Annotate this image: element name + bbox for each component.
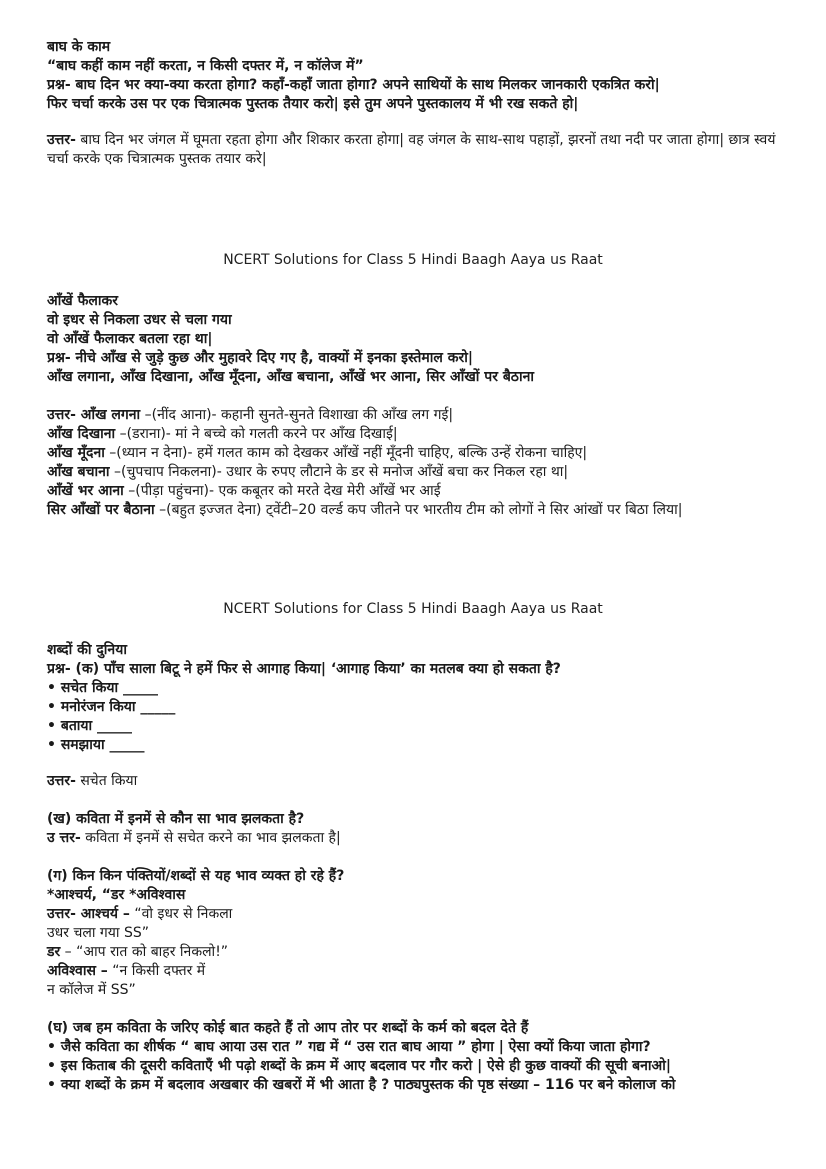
answer-line [47, 772, 782, 791]
poem-quote: “बाघ कहीं काम नहीं करता, न किसी दफ्तर में, न कॉलेज में” [47, 58, 364, 74]
idiom-usage: –(नींद आना)- कहानी सुनते-सुनते विशाखा की आँख लग गई| [140, 407, 454, 423]
bullet-item: • जैसे कविता का शीर्षक “ बाघ आया उस रात ” गद्य में “ उस रात बाघ आया ” होगा | ऐसा क्यों किया जाता होगा? [47, 1039, 651, 1055]
idiom-label: आँखें भर आना [47, 483, 124, 499]
question-line: फिर चर्चा करके उस पर एक चित्रात्मक पुस्तक तैयार करो| इसे तुम अपने पुस्तकालय में भी रख सकते हो| [47, 96, 579, 112]
section-eyes-widened [47, 292, 782, 520]
answer-continuation: उधर चला गया SS” [47, 925, 150, 941]
answer-line [47, 501, 782, 520]
idiom-usage: –(चुपचाप निकलना)- उधार के रुपए लौटाने के डर से मनोज आँखें बचा कर निकल रहा था| [109, 464, 569, 480]
option-item: • सचेत किया _____ [47, 680, 159, 696]
idiom-usage: –(बहुत इज्जत देना) ट्वेंटी–20 वर्ल्ड कप जीतने पर भारतीय टीम को लोगों ने सिर आंखों पर बिठा लिया| [154, 502, 683, 518]
page-footer: NCERT Solutions for Class 5 Hindi Baagh Aaya us Raat [223, 601, 603, 617]
idiom-label: उत्तर- आँख लगना [47, 407, 141, 423]
answer-continuation: न कॉलेज में SS” [47, 982, 136, 998]
answer-line [47, 425, 782, 444]
option-list: *आश्चर्य, “डर *अविश्वास [47, 887, 186, 903]
answer-label: उत्तर- [47, 773, 76, 789]
idiom-usage: –(ध्यान न देना)- हमें गलत काम को देखकर आँखें नहीं मूँदनी चाहिए, बल्कि उन्हें रोकना चाहिए| [104, 445, 588, 461]
bullet-item: • क्या शब्दों के क्रम में बदलाव अखबार की खबरों में भी आता है ? पाठ्यपुस्तक की पृष्ठ संख्या – 116 पर बने कोलाज को [47, 1077, 676, 1093]
section-heading: शब्दों की दुनिया [47, 642, 127, 658]
answer-text: सचेत किया [75, 773, 138, 789]
idiom-label: आँख दिखाना [47, 426, 116, 442]
section-heading: बाघ के काम [47, 39, 111, 55]
section-tiger-work [47, 38, 782, 169]
question-line: प्रश्न- नीचे आँख से जुड़े कुछ और मुहावरे दिए गए है, वाक्यों में इनका इस्तेमाल करो| [47, 350, 473, 366]
answer-line [47, 943, 782, 962]
answer-text: – “आप रात को बाहर निकलो!” [60, 944, 229, 960]
answer-label: उत्तर- आश्चर्य – [47, 906, 130, 922]
question-line: प्रश्न- बाघ दिन भर क्या-क्या करता होगा? कहाँ-कहाँ जाता होगा? अपने साथियों के साथ मिलकर जानकारी एकत्रित करो| [47, 77, 660, 93]
answer-line [47, 406, 782, 425]
idiom-list: आँख लगाना, आँख दिखाना, आँख मूँदना, आँख बचाना, आँखें भर आना, सिर आँखों पर बैठाना [47, 369, 534, 385]
idiom-label: सिर आँखों पर बैठाना [47, 502, 155, 518]
answer-text: “न किसी दफ्तर में [107, 963, 206, 979]
answer-label: डर [47, 944, 61, 960]
answer-label: उत्तर- [47, 132, 76, 148]
answer-paragraph [47, 131, 782, 169]
answer-text: कविता में इनमें से सचेत करने का भाव झलकता है| [80, 830, 341, 846]
question-line: (घ) जब हम कविता के जरिए कोई बात कहते हैं तो आप तोर पर शब्दों के कर्म को बदल देते हैं [47, 1020, 529, 1036]
bullet-item: • इस किताब की दूसरी कविताएँ भी पढ़ो शब्दों के क्रम में आए बदलाव पर गौर करो | ऐसे ही कुछ वाक्यों की सूची बनाओ| [47, 1058, 671, 1074]
option-item: • बताया _____ [47, 718, 133, 734]
answer-line [47, 463, 782, 482]
answer-text: बाघ दिन भर जंगल में घूमता रहता होगा और शिकार करता होगा| वह जंगल के साथ-साथ पहाड़ों, झरनों तथा नदी पर जाता होगा| छात्र स्वयं चर्चा करके एक चित्रात्मक पुस्तक तयार करे| [47, 132, 776, 167]
idiom-usage: –(डराना)- मां ने बच्चे को गलती करने पर आँख दिखाई| [115, 426, 398, 442]
answer-label: अविश्वास – [47, 963, 108, 979]
answer-line [47, 905, 782, 924]
option-item: • मनोरंजन किया _____ [47, 699, 176, 715]
idiom-label: आँख मूँदना [47, 445, 105, 461]
answer-line [47, 962, 782, 981]
option-item: • समझाया _____ [47, 737, 145, 753]
answer-label: उ त्तर- [47, 830, 81, 846]
answer-line [47, 444, 782, 463]
page-footer: NCERT Solutions for Class 5 Hindi Baagh Aaya us Raat [223, 252, 603, 268]
question-line: प्रश्न- (क) पाँच साला बिटू ने हमें फिर से आगाह किया| ‘आगाह किया’ का मतलब क्या हो सकता है? [47, 661, 561, 677]
answer-line [47, 829, 782, 848]
question-line: (ग) किन किन पंक्तियों/शब्दों से यह भाव व्यक्त हो रहे हैं? [47, 868, 345, 884]
answer-line [47, 482, 782, 501]
idiom-label: आँख बचाना [47, 464, 110, 480]
poem-line: वो इधर से निकला उधर से चला गया [47, 312, 232, 328]
section-world-of-words [47, 641, 782, 1095]
poem-line: वो आँखें फैलाकर बतला रहा था| [47, 331, 213, 347]
answer-text: “वो इधर से निकला [129, 906, 233, 922]
question-line: (ख) कविता में इनमें से कौन सा भाव झलकता है? [47, 811, 305, 827]
section-heading: आँखें फैलाकर [47, 293, 119, 309]
idiom-usage: –(पीड़ा पहुंचना)- एक कबूतर को मरते देख मेरी आँखें भर आई [123, 483, 441, 499]
